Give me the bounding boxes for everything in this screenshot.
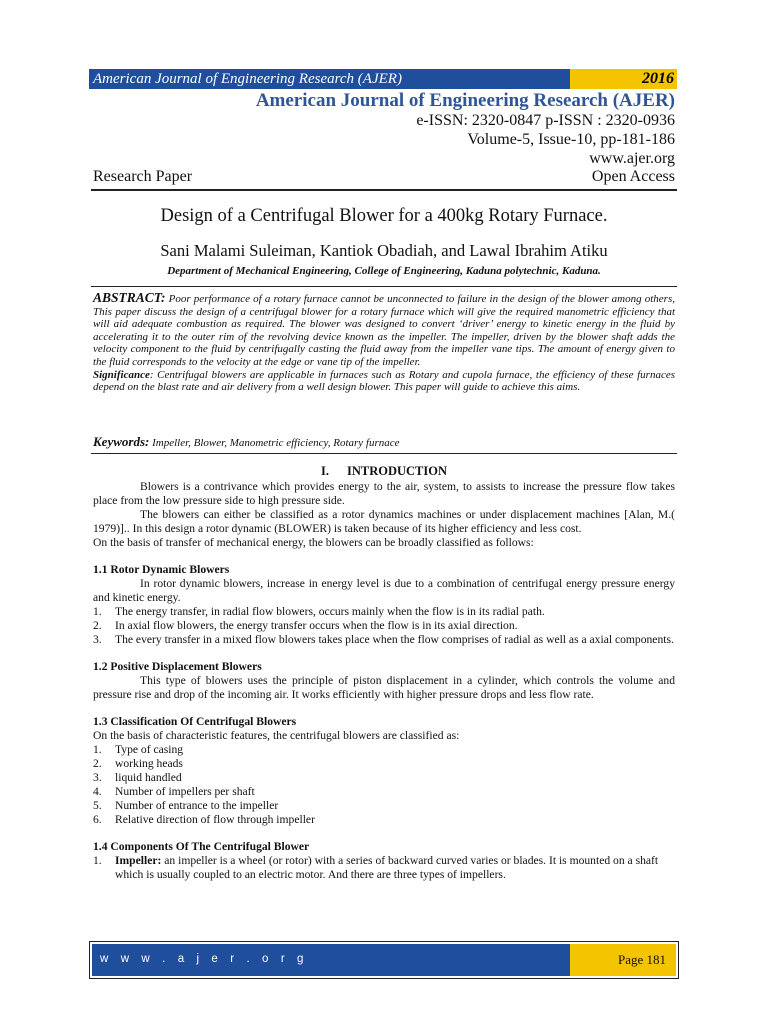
paragraph: In rotor dynamic blowers, increase in energy level is due to a combination of centrifugal energy pressure energy and kinetic energy. (93, 577, 675, 604)
journal-bar-year: 2016 (570, 69, 677, 89)
section-number: I. (320, 464, 329, 478)
page-footer (89, 941, 679, 979)
header-divider (91, 189, 677, 191)
list-number: 1. (93, 854, 102, 867)
list-number: 1. (93, 605, 102, 618)
journal-header-bar (89, 69, 677, 89)
list-number: 1. (93, 743, 102, 756)
keywords-line (93, 434, 675, 450)
keywords-text: Impeller, Blower, Manometric efficiency, Rotary furnace (149, 437, 400, 449)
subsection-heading: 1.4 Components Of The Centrifugal Blower (93, 840, 310, 853)
list-text: Number of entrance to the impeller (115, 799, 279, 812)
list-text: Relative direction of flow through impeller (115, 813, 315, 826)
subsection-heading: 1.2 Positive Displacement Blowers (93, 660, 262, 673)
list-number: 3. (93, 771, 102, 784)
significance-label: Significance (93, 368, 150, 381)
paragraph: On the basis of characteristic features, the centrifugal blowers are classified as: (93, 729, 460, 742)
list-item (93, 813, 675, 827)
paragraph: On the basis of transfer of mechanical energy, the blowers can be broadly classified as follows: (93, 536, 534, 549)
abstract-bottom-divider (91, 453, 677, 454)
list-text: The every transfer in a mixed flow blowers takes place when the flow comprises of radial as well as a axial components. (115, 633, 674, 646)
list-text: liquid handled (115, 771, 182, 784)
list-number: 2. (93, 757, 102, 770)
list-number: 5. (93, 799, 102, 812)
footer-url[interactable]: w w w . a j e r . o r g (92, 944, 570, 976)
journal-url[interactable]: www.ajer.org (589, 150, 675, 167)
paragraph: This type of blowers uses the principle of piston displacement in a cylinder, which controls the volume and pressure rise and drop of the incoming air. It works efficiently with higher pressure drops and less flow rate. (93, 674, 675, 701)
paper-body (93, 464, 675, 882)
impeller-label: Impeller: (115, 854, 162, 867)
paper-type: Research Paper (93, 168, 193, 185)
list-text: Number of impellers per shaft (115, 785, 255, 798)
list-text (115, 854, 675, 882)
journal-title: American Journal of Engineering Research (AJER) (255, 90, 675, 111)
page-number: Page 181 (570, 944, 676, 976)
significance-text: : Centrifugal blowers are applicable in furnaces such as Rotary and cupola furnace, the efficiency of these furnaces depend on the blast rate and air delivery from a well design blower. This paper will guide to achieve this aims. (93, 368, 675, 394)
list-item (93, 605, 675, 619)
paragraph: The blowers can either be classified as a rotor dynamics machines or under displacement machines [Alan, M.( 1979)].. In this design a rotor dynamic (BLOWER) is taken because of its higher efficiency and less cost. (93, 508, 675, 535)
list-number: 2. (93, 619, 102, 632)
list-item (93, 619, 675, 633)
section-title: INTRODUCTION (346, 464, 447, 478)
subsection-heading: 1.1 Rotor Dynamic Blowers (93, 563, 230, 576)
list-number: 4. (93, 785, 102, 798)
keywords-label: Keywords: (93, 434, 150, 449)
section-heading-introduction (93, 464, 675, 478)
abstract-block (93, 292, 675, 394)
list-item (93, 633, 675, 647)
list-text: Type of casing (115, 743, 184, 756)
list-item (93, 743, 675, 757)
paper-type-row (93, 168, 675, 186)
list-item (93, 757, 675, 771)
list-item (93, 771, 675, 785)
paragraph: Blowers is a contrivance which provides energy to the air, system, to assists to increase the pressure flow takes place from the low pressure side to high pressure side. (93, 480, 675, 507)
paper-authors: Sani Malami Suleiman, Kantiok Obadiah, and Lawal Ibrahim Atiku (160, 241, 608, 260)
paper-title: Design of a Centrifugal Blower for a 400kg Rotary Furnace. (160, 206, 608, 226)
paper-affiliation: Department of Mechanical Engineering, College of Engineering, Kaduna polytechnic, Kaduna. (167, 265, 601, 277)
issn-line: e-ISSN: 2320-0847 p-ISSN : 2320-0936 (416, 112, 675, 129)
list-number: 3. (93, 633, 102, 646)
list-item (93, 854, 675, 882)
list-text: In axial flow blowers, the energy transfer occurs when the flow is in its axial direction. (115, 619, 518, 632)
abstract-label: ABSTRACT: (93, 290, 166, 305)
list-item (93, 785, 675, 799)
journal-bar-name: American Journal of Engineering Research (AJER) (89, 69, 570, 89)
impeller-text: an impeller is a wheel (or rotor) with a series of backward curved varies or blades. It is mounted on a shaft which is usually coupled to an electric motor. And there are three types of impellers. (115, 854, 659, 881)
abstract-text: Poor performance of a rotary furnace cannot be unconnected to failure in the design of the blower among others, This paper discuss the design of a centrifugal blower for a rotary furnace which will give the required manometric efficiency that will aid adequate combustion as required. The blower was designed to convert ‘driver’ energy to kinetic energy in the fluid by accelerating it to the outer rim of the revolving device known as the impeller. The impeller, driven by the blower shaft adds the velocity component to the fluid by centrifugally casting the fluid away from the impeller vane tips. The amount of energy given to the fluid corresponds to the velocity at the edge or vane tip of the impeller. (93, 293, 675, 368)
access-type: Open Access (591, 168, 675, 185)
subsection-heading: 1.3 Classification Of Centrifugal Blowers (93, 715, 297, 728)
list-text: working heads (115, 757, 183, 770)
list-item (93, 799, 675, 813)
abstract-top-divider (91, 286, 677, 287)
list-text: The energy transfer, in radial flow blowers, occurs mainly when the flow is in its radial path. (115, 605, 545, 618)
list-number: 6. (93, 813, 102, 826)
volume-line: Volume-5, Issue-10, pp-181-186 (467, 131, 675, 148)
